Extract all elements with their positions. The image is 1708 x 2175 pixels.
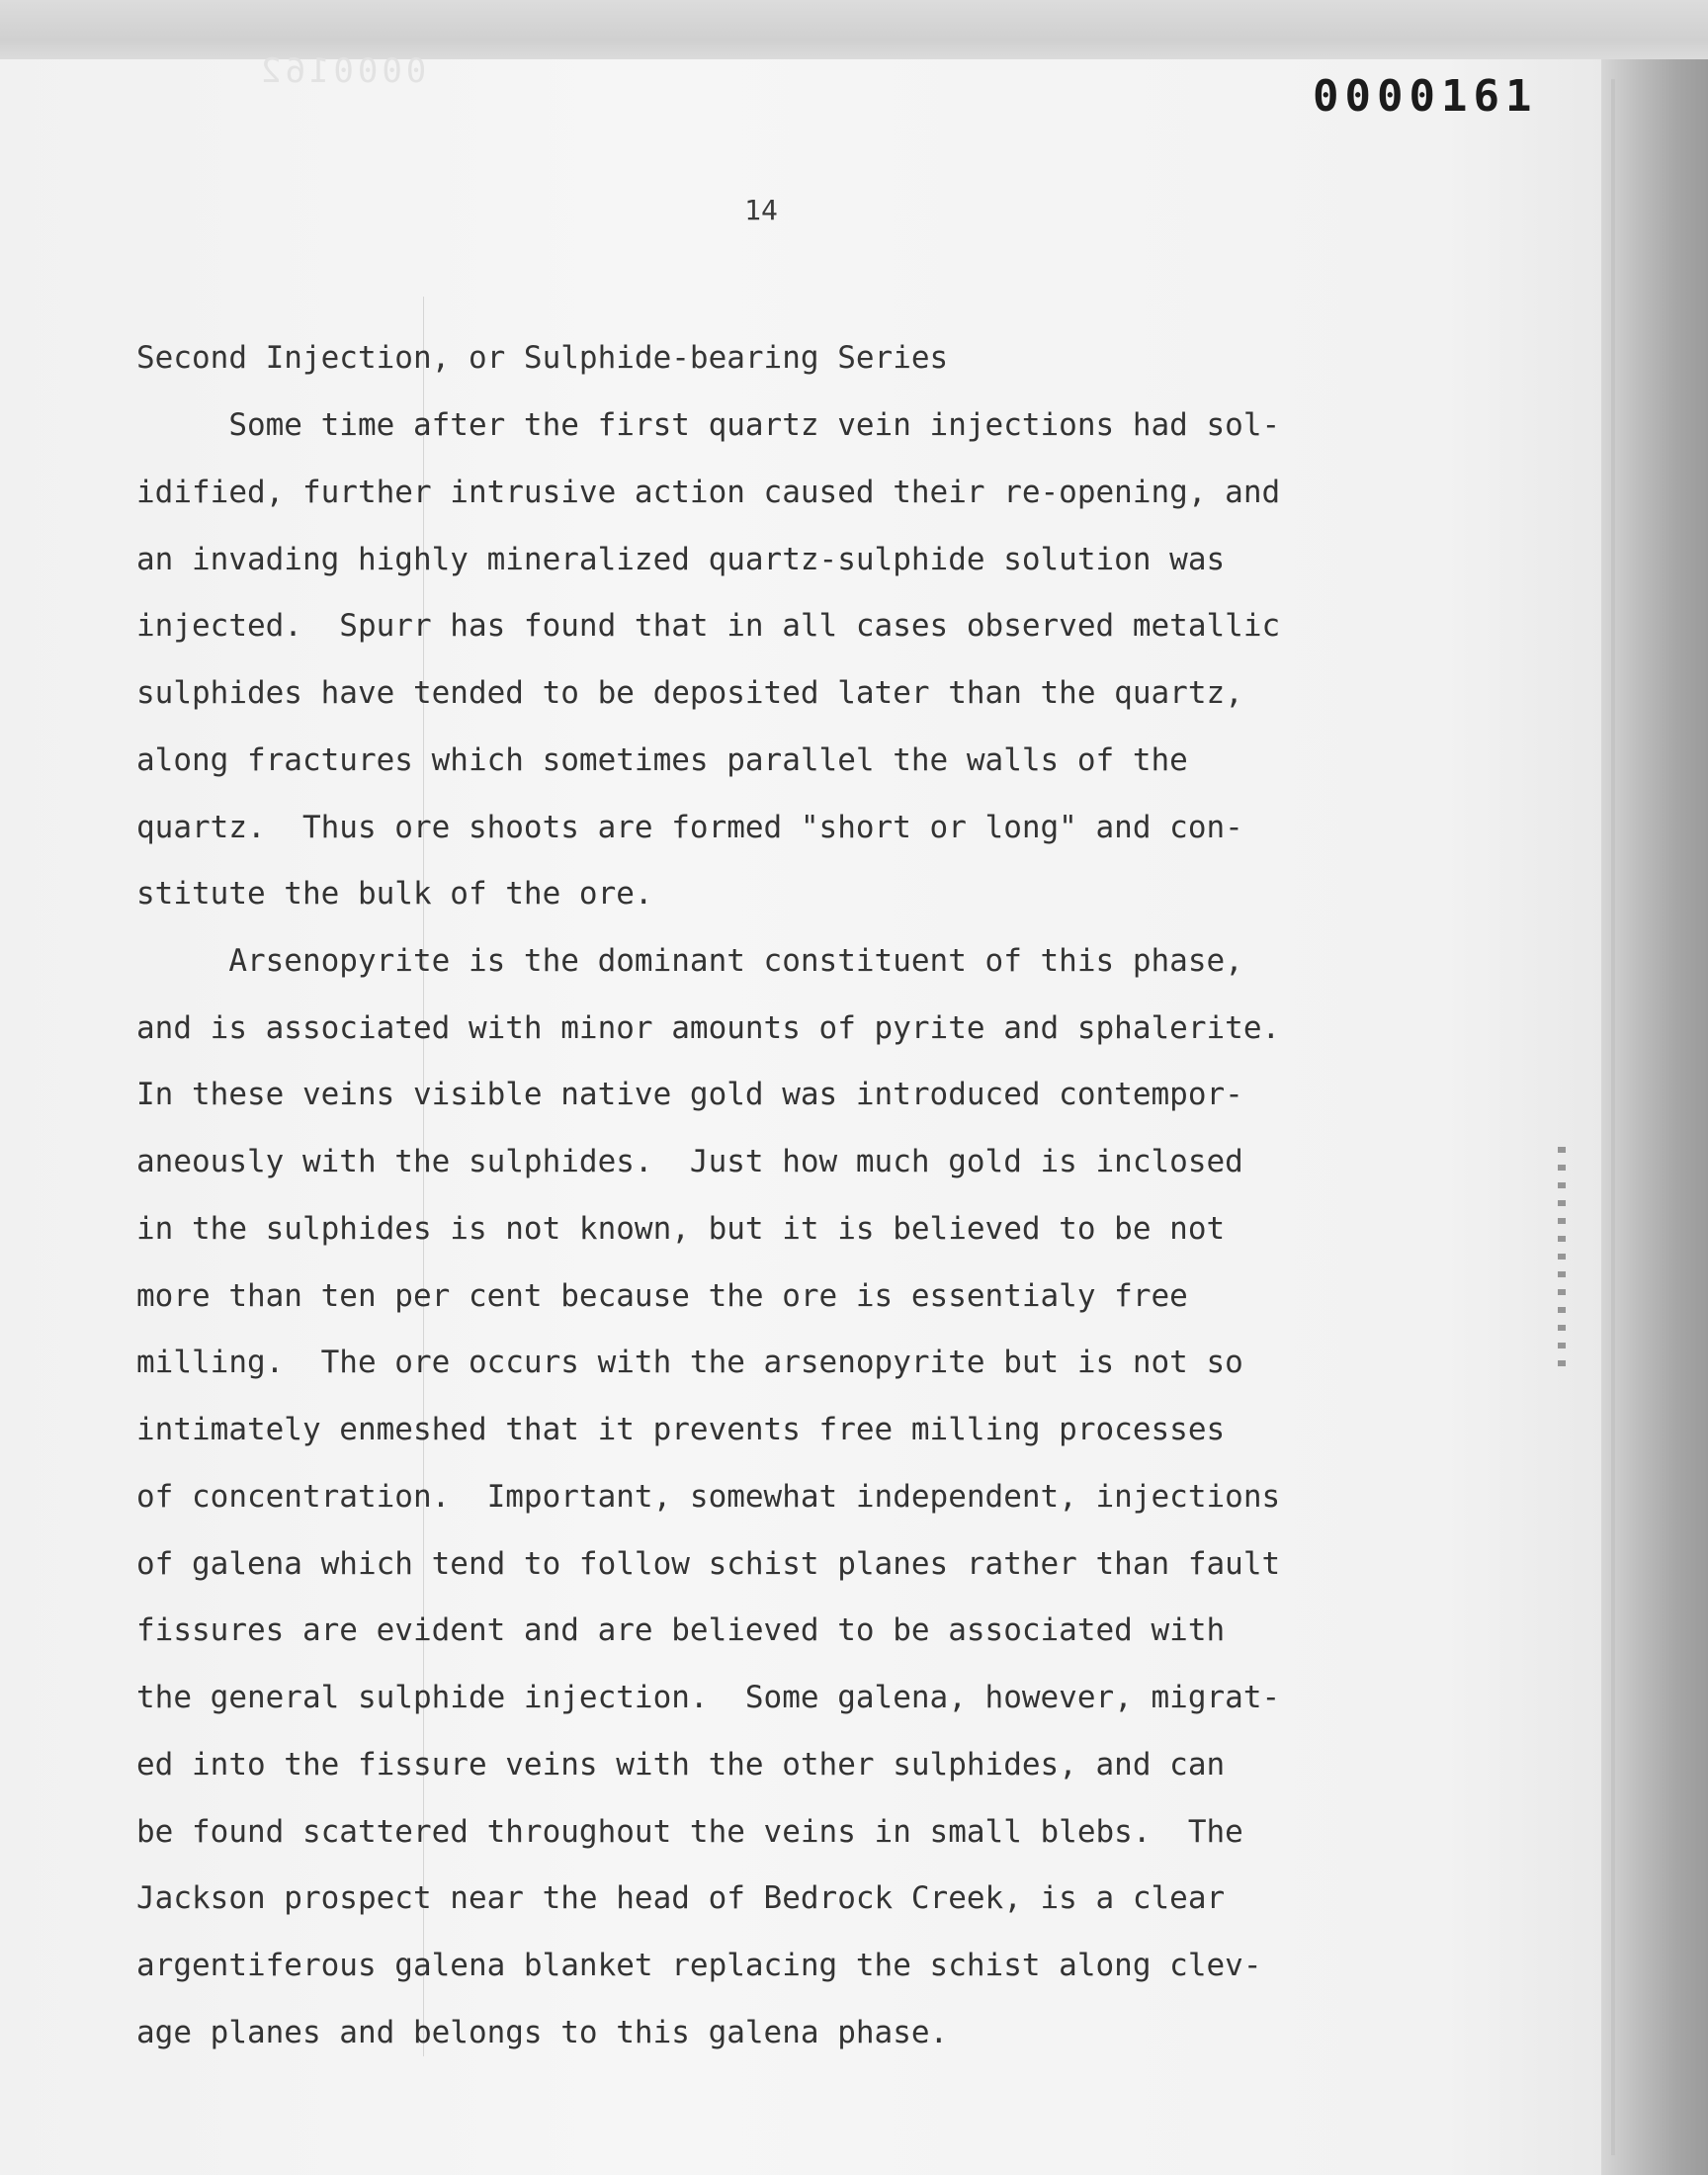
text-line: fissures are evident and are believed to be associated with — [136, 1612, 1226, 1648]
text-line: more than ten per cent because the ore is essentialy free — [136, 1278, 1188, 1314]
text-line: argentiferous galena blanket replacing the schist along clev- — [136, 1948, 1262, 1983]
text-line: Some time after the first quartz vein injections had sol- — [136, 407, 1281, 443]
text-line: In these veins visible native gold was introduced contempor- — [136, 1077, 1243, 1112]
page-edge — [1611, 79, 1615, 2155]
text-line: quartz. Thus ore shoots are formed "short or long" and con- — [136, 810, 1243, 845]
page-number: 14 — [744, 194, 778, 226]
text-line: of concentration. Important, somewhat independent, injections — [136, 1479, 1281, 1515]
text-line: sulphides have tended to be deposited later than the quartz, — [136, 675, 1243, 711]
section-heading: Second Injection, or Sulphide-bearing Series — [136, 340, 949, 376]
text-line: along fractures which sometimes parallel the walls of the — [136, 742, 1188, 778]
text-line: and is associated with minor amounts of pyrite and sphalerite. — [136, 1010, 1281, 1046]
text-line: Jackson prospect near the head of Bedrock Creek, is a clear — [136, 1880, 1226, 1916]
text-line: ed into the fissure veins with the other sulphides, and can — [136, 1747, 1226, 1783]
document-number: 0000161 — [1313, 71, 1538, 122]
document-page — [0, 59, 1601, 2175]
margin-mark — [1558, 1147, 1566, 1374]
text-line: Arsenopyrite is the dominant constituent of this phase, — [136, 943, 1243, 979]
text-line: aneously with the sulphides. Just how much gold is inclosed — [136, 1144, 1243, 1179]
text-line: stitute the bulk of the ore. — [136, 876, 653, 912]
text-line: intimately enmeshed that it prevents free milling processes — [136, 1412, 1226, 1447]
text-line: of galena which tend to follow schist planes rather than fault — [136, 1546, 1281, 1582]
text-line: in the sulphides is not known, but it is believed to be not — [136, 1211, 1226, 1247]
text-line: the general sulphide injection. Some galena, however, migrat- — [136, 1680, 1281, 1715]
text-line: idified, further intrusive action caused their re-opening, and — [136, 475, 1281, 510]
text-line: be found scattered throughout the veins in small blebs. The — [136, 1814, 1243, 1850]
text-line: milling. The ore occurs with the arsenopyrite but is not so — [136, 1345, 1243, 1380]
text-line: age planes and belongs to this galena phase. — [136, 2015, 949, 2050]
scan-right-margin — [1601, 59, 1708, 2175]
text-line: injected. Spurr has found that in all cases observed metallic — [136, 608, 1281, 644]
ghost-document-number: 0000162 — [257, 51, 427, 91]
text-line: an invading highly mineralized quartz-sulphide solution was — [136, 542, 1226, 577]
